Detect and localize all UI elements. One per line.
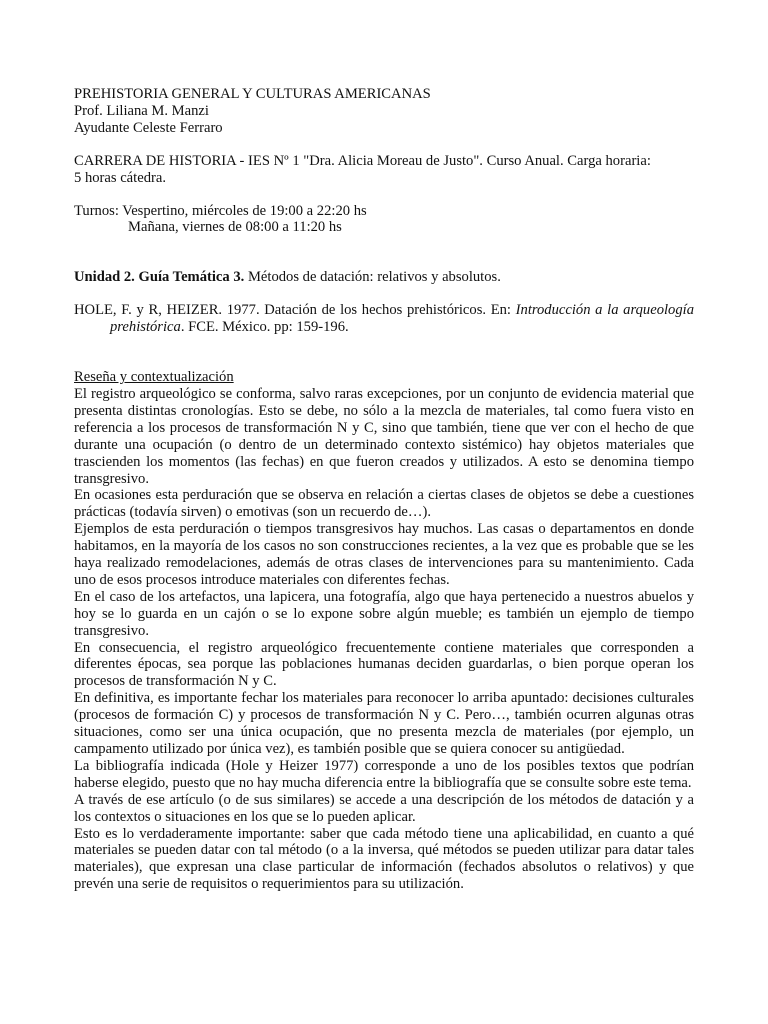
document-page: [74, 86, 694, 893]
shifts-info: [74, 203, 694, 237]
section-heading: Reseña y contextualización: [74, 369, 234, 386]
bibliography-book-title: Introducción a la arqueología prehistórica: [110, 302, 694, 336]
paragraph: En consecuencia, el registro arqueológico frecuentemente contiene materiales que corresponden a diferentes épocas, sea porque las poblaciones humanas deciden guardarlas, o bien porque operan los procesos de transformación N y C.: [74, 639, 694, 690]
bibliography-publisher: . FCE. México. pp: 159-196.: [180, 319, 349, 336]
unit-topic: Métodos de datación: relativos y absolutos.: [244, 269, 501, 286]
unit-label: Unidad 2. Guía Temática 3.: [74, 269, 245, 286]
paragraph: Esto es lo verdaderamente importante: saber que cada método tiene una aplicabilidad, en cuanto a qué materiales se pueden datar con tal método (o a la inversa, qué métodos se pueden utilizar para datar tales materiales), que expresan una clase particular de información (fechados absolutos o relativos) y que prevén una serie de requisitos o requerimientos para su utilización.: [74, 825, 694, 893]
paragraph: Ejemplos de esta perduración o tiempos transgresivos hay muchos. Las casas o departamentos en donde habitamos, en la mayoría de los casos no son construcciones recientes, a la vez que es probable que se les haya realizado remodelaciones, además de otras clases de intervenciones para su mantenimiento. Cada uno de esos procesos introduce materiales con diferentes fechas.: [74, 521, 694, 588]
shift-evening: Turnos: Vespertino, miércoles de 19:00 a 22:20 hs: [74, 202, 367, 219]
unit-heading: [74, 269, 694, 286]
assistant-name: Ayudante Celeste Ferraro: [74, 119, 223, 136]
course-title: PREHISTORIA GENERAL Y CULTURAS AMERICANAS: [74, 86, 431, 102]
professor-name: Prof. Liliana M. Manzi: [74, 102, 209, 119]
paragraph: El registro arqueológico se conforma, salvo raras excepciones, por un conjunto de evidencia material que presenta distintas cronologías. Esto se debe, no sólo a la mezcla de materiales, tal como fuera visto en referencia a los procesos de transformación N y C, sino que también, tiene que ver con el hecho de que durante una ocupación (o dentro de un determinado contexto sistémico) hay objetos materiales que trascienden los momentos (las fechas) en que fueron creados y utilizados. A esto se denomina tiempo transgresivo.: [74, 385, 694, 487]
review-section: [74, 369, 694, 893]
career-line-2: 5 horas cátedra.: [74, 169, 166, 186]
career-line-1: CARRERA DE HISTORIA - IES Nº 1 "Dra. Alicia Moreau de Justo". Curso Anual. Carga horaria:: [74, 152, 651, 169]
paragraph: La bibliografía indicada (Hole y Heizer 1977) corresponde a uno de los posibles textos que podrían haberse elegido, puesto que no hay mucha diferencia entre la bibliografía que se consulte sobre este tema.: [74, 757, 694, 791]
paragraph: En definitiva, es importante fechar los materiales para reconocer lo arriba apuntado: decisiones culturales (procesos de formación C) y procesos de transformación N y C. Pero…, también ocurren algunas otras situaciones, como ser una única ocupación, que no presenta mezcla de materiales (por ejemplo, un campamento utilizado por única vez), es también posible que se quiera conocer su antigüedad.: [74, 690, 694, 757]
paragraph: En ocasiones esta perduración que se observa en relación a ciertas clases de objetos se debe a cuestiones prácticas (todavía sirven) o emotivas (son un recuerdo de…).: [74, 487, 694, 521]
bibliography-entry: [74, 302, 694, 336]
shift-morning: Mañana, viernes de 08:00 a 11:20 hs: [128, 219, 342, 236]
paragraph: A través de ese artículo (o de sus similares) se accede a una descripción de los métodos de datación y a los contextos o situaciones en los que se lo pueden aplicar.: [74, 791, 694, 825]
paragraph: En el caso de los artefactos, una lapicera, una fotografía, algo que haya pertenecido a nuestros abuelos y hoy se lo guarda en un cajón o se lo expone sobre algún mueble; es también un ejemplo de tiempo transgresivo.: [74, 588, 694, 639]
course-header: [74, 86, 694, 137]
bibliography-authors: HOLE, F. y R, HEIZER. 1977. Datación de los hechos prehistóricos. En:: [74, 302, 516, 319]
career-info: [74, 153, 694, 187]
